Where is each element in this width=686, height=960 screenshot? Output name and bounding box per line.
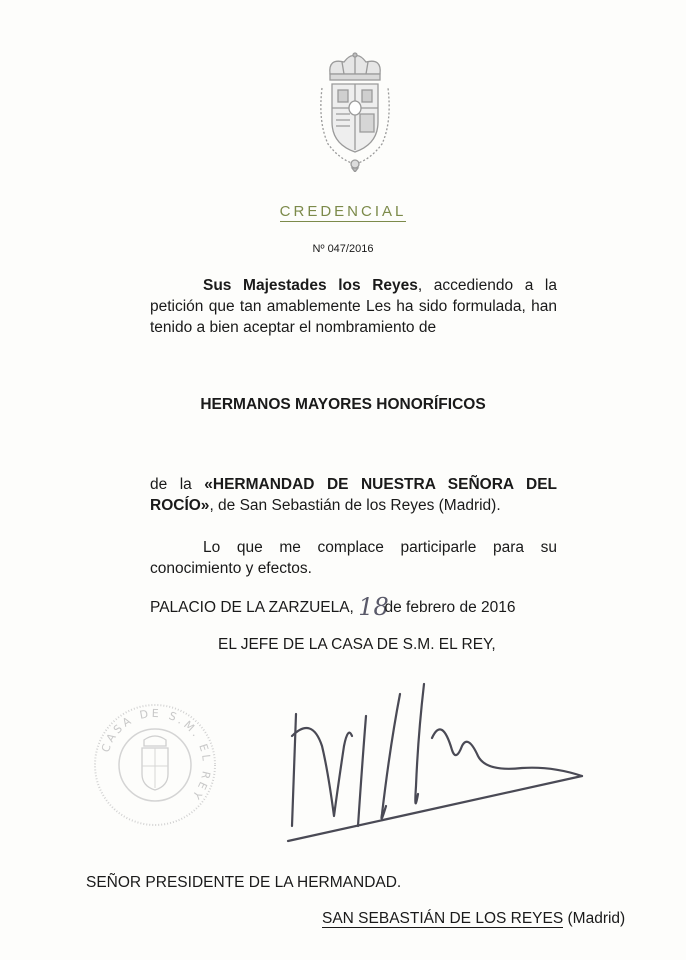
royal-crest-logo [314, 52, 396, 172]
city-name: SAN SEBASTIÁN DE LOS REYES [322, 910, 564, 927]
intro-rest: , accediendo a la petición que tan amablemente Les ha sido formulada, han tenido a bien aceptar el nombramiento de [150, 277, 557, 336]
document-title [0, 203, 686, 220]
svg-text:CASA DE S.M. EL REY: CASA DE S.M. EL REY [98, 706, 214, 804]
addressee-city [322, 910, 625, 928]
brotherhood-pre: de la [150, 476, 205, 493]
paragraph-closing: Lo que me complace participarle para su conocimiento y efectos. [150, 539, 557, 577]
handwritten-day: 18 [358, 593, 389, 621]
majesties-bold: Sus Majestades los Reyes [203, 277, 418, 294]
document-number: Nº 047/2016 [312, 243, 374, 255]
embossed-seal-stamp [92, 702, 218, 828]
date-rest: de febrero de 2016 [384, 599, 516, 616]
place-date-line [150, 593, 516, 621]
brotherhood-rest: , de San Sebastián de los Reyes (Madrid). [209, 497, 501, 514]
city-region: (Madrid) [567, 910, 626, 927]
handwritten-signature [282, 676, 587, 848]
brotherhood-name: «HERMANDAD DE NUESTRA SEÑORA DEL ROCÍO» [150, 476, 557, 514]
place-text: PALACIO DE LA ZARZUELA, [150, 599, 354, 616]
signatory-title: EL JEFE DE LA CASA DE S.M. EL REY, [218, 636, 496, 653]
title-text: CREDENCIAL [279, 203, 407, 220]
appointment-title: HERMANOS MAYORES HONORÍFICOS [200, 396, 486, 413]
paragraph-intro [150, 275, 557, 338]
addressee: SEÑOR PRESIDENTE DE LA HERMANDAD. [86, 874, 402, 891]
paragraph-brotherhood [150, 474, 557, 516]
